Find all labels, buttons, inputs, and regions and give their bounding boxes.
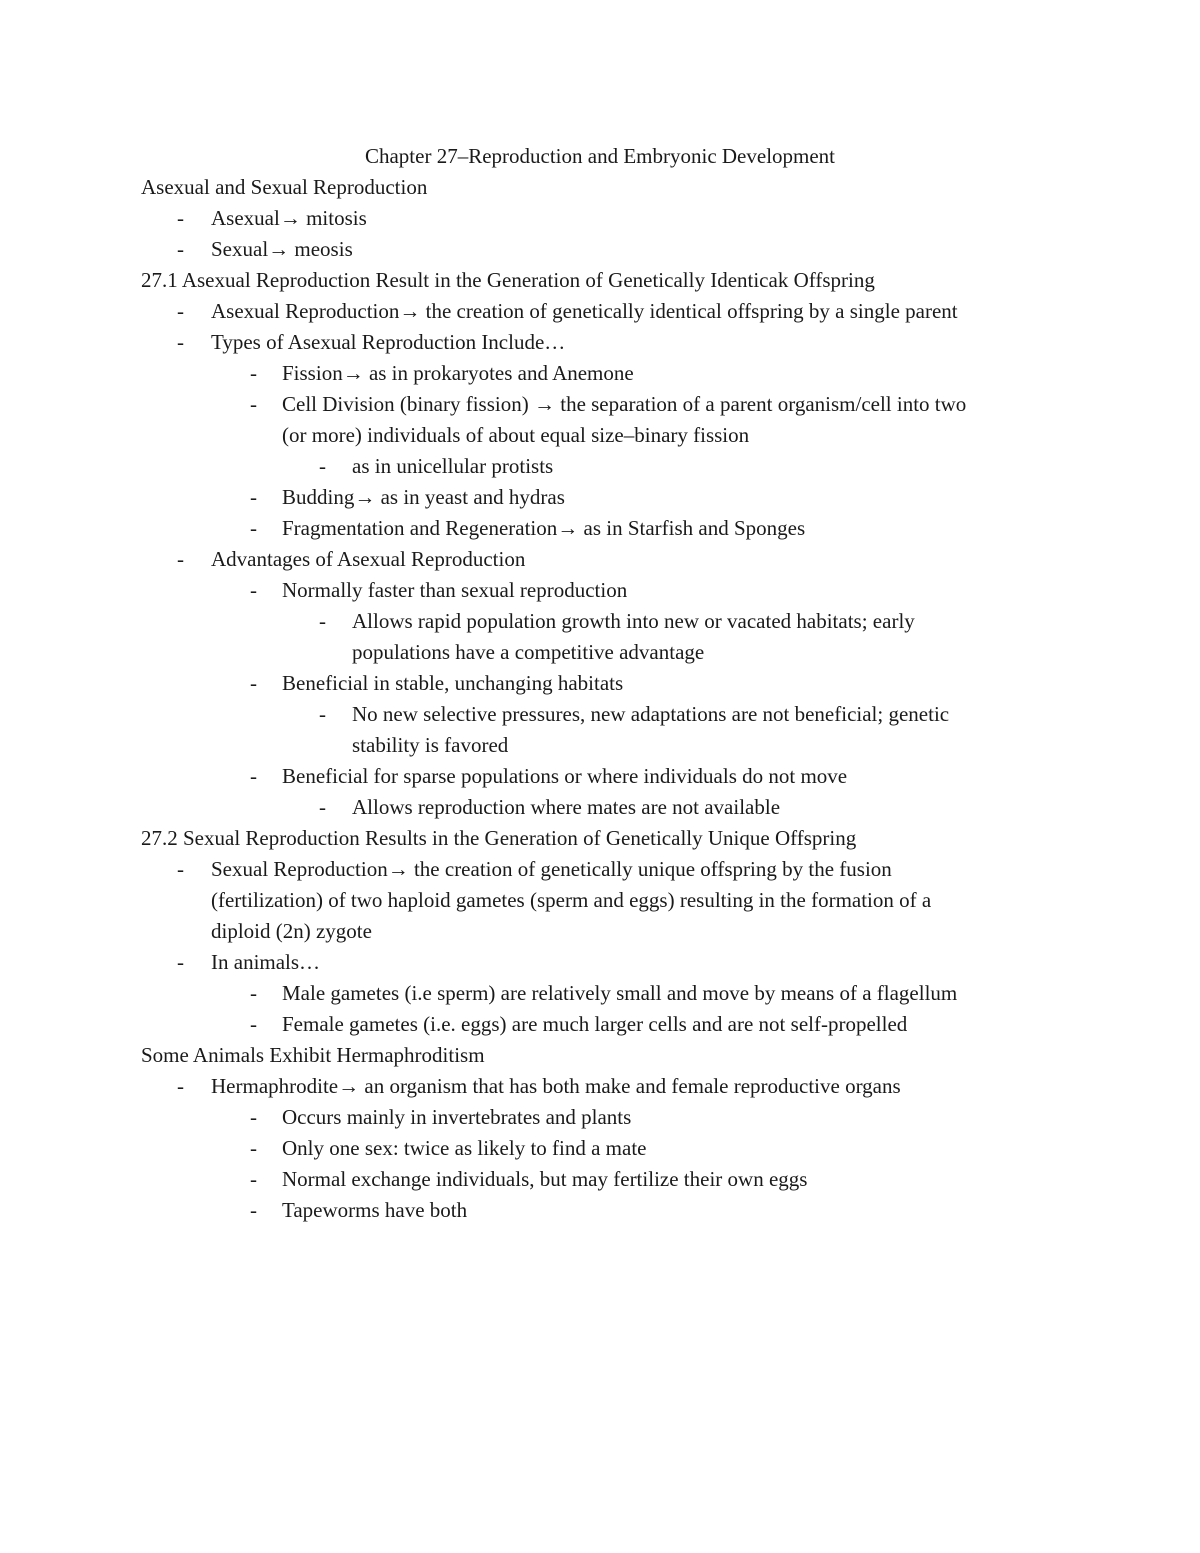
- bullet-continuation-text: diploid (2n) zygote: [211, 919, 372, 943]
- bullet-text: Asexual Reproduction→ the creation of genetically identical offspring by a single parent: [211, 299, 958, 323]
- bullet-item: [0, 1133, 1200, 1164]
- bullet-text: Beneficial in stable, unchanging habitats: [282, 671, 624, 695]
- bullet-item: [0, 296, 1200, 327]
- bullet-item: [0, 1071, 1200, 1102]
- bullet-text: Sexual Reproduction→ the creation of genetically unique offspring by the fusion: [211, 857, 892, 881]
- bullet-dash: -: [177, 1074, 184, 1098]
- bullet-continuation-text: populations have a competitive advantage: [352, 640, 705, 664]
- bullet-item: [0, 482, 1200, 513]
- bullet-item: [0, 575, 1200, 606]
- bullet-dash: -: [250, 764, 257, 788]
- section-heading: [0, 1040, 1200, 1071]
- bullet-text: Fragmentation and Regeneration→ as in Starfish and Sponges: [282, 516, 806, 540]
- heading-text: Asexual and Sexual Reproduction: [141, 175, 428, 199]
- bullet-item: [0, 1009, 1200, 1040]
- bullet-dash: -: [319, 795, 326, 819]
- bullet-dash: -: [250, 578, 257, 602]
- bullet-dash: -: [250, 485, 257, 509]
- bullet-text: No new selective pressures, new adaptations are not beneficial; genetic: [352, 702, 950, 726]
- bullet-item: [0, 916, 1200, 947]
- bullet-item: [0, 978, 1200, 1009]
- bullet-continuation-text: stability is favored: [352, 733, 509, 757]
- bullet-item: [0, 358, 1200, 389]
- bullet-item: [0, 234, 1200, 265]
- bullet-item: [0, 451, 1200, 482]
- bullet-dash: -: [177, 237, 184, 261]
- bullet-dash: -: [177, 857, 184, 881]
- heading-text: Some Animals Exhibit Hermaphroditism: [141, 1043, 485, 1067]
- bullet-item: [0, 513, 1200, 544]
- bullet-item: [0, 1164, 1200, 1195]
- bullet-item: [0, 854, 1200, 885]
- bullet-text: Types of Asexual Reproduction Include…: [211, 330, 566, 354]
- bullet-text: Male gametes (i.e sperm) are relatively small and move by means of a flagellum: [282, 981, 958, 1005]
- bullet-item: [0, 606, 1200, 637]
- bullet-dash: -: [250, 1012, 257, 1036]
- bullet-text: Allows rapid population growth into new or vacated habitats; early: [352, 609, 915, 633]
- bullet-dash: -: [177, 206, 184, 230]
- heading-text: 27.2 Sexual Reproduction Results in the Generation of Genetically Unique Offspring: [141, 826, 857, 850]
- bullet-text: Cell Division (binary fission) → the separation of a parent organism/cell into two: [282, 392, 967, 416]
- bullet-dash: -: [177, 950, 184, 974]
- bullet-item: [0, 792, 1200, 823]
- bullet-dash: -: [250, 392, 257, 416]
- bullet-text: Beneficial for sparse populations or where individuals do not move: [282, 764, 848, 788]
- section-heading: [0, 823, 1200, 854]
- bullet-item: [0, 637, 1200, 668]
- bullet-text: Hermaphrodite→ an organism that has both make and female reproductive organs: [211, 1074, 901, 1098]
- bullet-continuation-text: (fertilization) of two haploid gametes (sperm and eggs) resulting in the formation of a: [211, 888, 932, 912]
- bullet-item: [0, 1195, 1200, 1226]
- bullet-text: Normally faster than sexual reproduction: [282, 578, 628, 602]
- bullet-item: [0, 203, 1200, 234]
- bullet-dash: -: [319, 609, 326, 633]
- bullet-text: as in unicellular protists: [352, 454, 554, 478]
- bullet-dash: -: [177, 547, 184, 571]
- bullet-item: [0, 761, 1200, 792]
- bullet-continuation-text: (or more) individuals of about equal size–binary fission: [282, 423, 750, 447]
- bullet-dash: -: [250, 516, 257, 540]
- bullet-dash: -: [319, 454, 326, 478]
- bullet-dash: -: [250, 361, 257, 385]
- bullet-text: Advantages of Asexual Reproduction: [211, 547, 526, 571]
- bullet-text: Budding→ as in yeast and hydras: [282, 485, 565, 509]
- heading-text: 27.1 Asexual Reproduction Result in the Generation of Genetically Identicak Offspring: [141, 268, 875, 292]
- bullet-item: [0, 420, 1200, 451]
- bullet-text: Tapeworms have both: [282, 1198, 468, 1222]
- bullet-item: [0, 730, 1200, 761]
- bullet-item: [0, 544, 1200, 575]
- bullet-item: [0, 885, 1200, 916]
- bullet-dash: -: [177, 299, 184, 323]
- bullet-text: Fission→ as in prokaryotes and Anemone: [282, 361, 634, 385]
- bullet-text: Female gametes (i.e. eggs) are much larger cells and are not self-propelled: [282, 1012, 908, 1036]
- bullet-dash: -: [250, 1105, 257, 1129]
- section-heading: [0, 265, 1200, 296]
- bullet-item: [0, 947, 1200, 978]
- bullet-dash: -: [250, 1167, 257, 1191]
- bullet-dash: -: [250, 671, 257, 695]
- bullet-text: Asexual→ mitosis: [211, 206, 367, 230]
- bullet-text: Occurs mainly in invertebrates and plants: [282, 1105, 632, 1129]
- bullet-dash: -: [319, 702, 326, 726]
- bullet-dash: -: [250, 1136, 257, 1160]
- bullet-text: Sexual→ meosis: [211, 237, 353, 261]
- bullet-item: [0, 668, 1200, 699]
- bullet-item: [0, 699, 1200, 730]
- bullet-text: In animals…: [211, 950, 321, 974]
- section-heading: [0, 172, 1200, 203]
- bullet-text: Allows reproduction where mates are not available: [352, 795, 781, 819]
- bullet-text: Only one sex: twice as likely to find a mate: [282, 1136, 647, 1160]
- bullet-dash: -: [177, 330, 184, 354]
- bullet-item: [0, 389, 1200, 420]
- bullet-item: [0, 1102, 1200, 1133]
- bullet-dash: -: [250, 1198, 257, 1222]
- page-title: Chapter 27–Reproduction and Embryonic Development: [364, 144, 836, 168]
- bullet-dash: -: [250, 981, 257, 1005]
- bullet-item: [0, 327, 1200, 358]
- bullet-text: Normal exchange individuals, but may fertilize their own eggs: [282, 1167, 808, 1191]
- outline-body: [0, 172, 1200, 1226]
